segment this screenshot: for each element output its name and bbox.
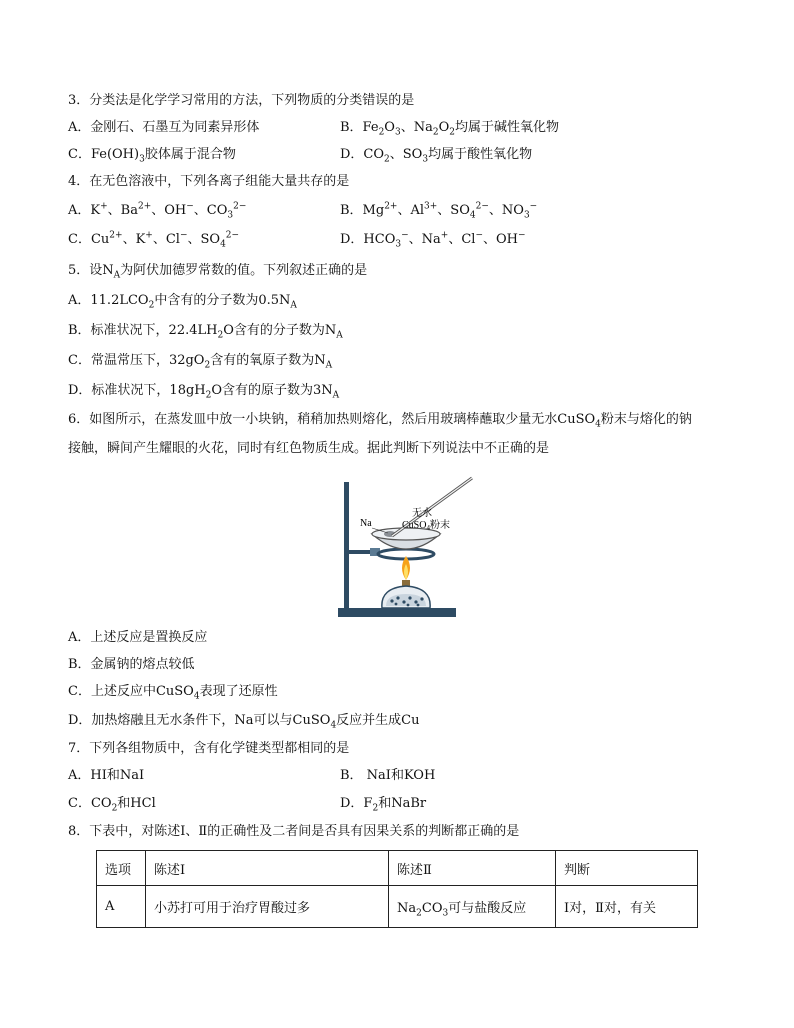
row-statement-2: $Na_2CO_3$可与盐酸反应 — [389, 886, 556, 928]
q5-option-c: C．常温常压下，$32gO_2$含有的氧原子数为$N_A$ — [68, 353, 333, 371]
q7-option-c: C．$CO_2$和HCl — [68, 796, 156, 814]
q6-option-b: B．金属钠的熔点较低 — [68, 657, 195, 672]
header-statement-1: 陈述Ⅰ — [146, 851, 389, 886]
q3-option-b: B．$Fe_2O_3$、$Na_2O_2$均属于碱性氧化物 — [340, 120, 559, 138]
q6-stem-line2: 接触，瞬间产生耀眼的火花，同时有红色物质生成。据此判断下列说法中不正确的是 — [68, 441, 550, 456]
label-anhydrous: 无水 — [412, 508, 432, 519]
header-statement-2: 陈述Ⅱ — [389, 851, 556, 886]
header-judgment: 判断 — [556, 851, 698, 886]
q4-option-a: A．K+、$Ba^{2+}$、OH−、$CO_3^{2-}$ — [68, 201, 247, 221]
header-option: 选项 — [97, 851, 146, 886]
q4-option-c: C．$Cu^{2+}$、K+、Cl−、$SO_4^{2-}$ — [68, 230, 240, 250]
row-option: A — [97, 886, 146, 928]
q7-stem: 7．下列各组物质中，含有化学键类型都相同的是 — [68, 741, 350, 756]
q5-option-d: D．标准状况下，$18gH_2O$含有的原子数为$3N_A$ — [68, 383, 340, 401]
q7-option-a: A．HI和NaI — [68, 768, 145, 783]
q4-stem: 4．在无色溶液中，下列各离子组能大量共存的是 — [68, 174, 350, 189]
stand-base — [338, 608, 456, 617]
q3-option-c: C．$Fe(OH)_3$胶体属于混合物 — [68, 147, 236, 165]
label-cuso4-powder: CuSO$_4$粉末 — [402, 520, 450, 532]
q5-option-a: A．$11.2LCO_2$中含有的分子数为$0.5N_A$ — [68, 293, 297, 311]
q7-option-b: B． NaI和KOH — [340, 768, 436, 783]
q6-stem-line1: 6．如图所示，在蒸发皿中放一小块钠，稍稍加热则熔化，然后用玻璃棒蘸取少量无水CuSO$_4$粉末与熔化的钠 — [68, 412, 692, 430]
q6-apparatus-figure — [330, 476, 480, 622]
q4-option-b: B．$Mg^{2+}$、$Al^{3+}$、$SO_4^{2-}$、$NO_3^-$ — [340, 201, 538, 221]
q7-option-d: D．$F_2$和NaBr — [340, 796, 427, 814]
table-row — [97, 886, 698, 928]
q5-option-b: B．标准状况下，$22.4LH_2O$含有的分子数为$N_A$ — [68, 323, 343, 341]
label-na: Na — [360, 518, 372, 529]
q4-option-d: D．$HCO_3^-$、Na+、Cl−、OH− — [340, 230, 526, 250]
row-statement-1: 小苏打可用于治疗胃酸过多 — [146, 886, 389, 928]
row-judgment: Ⅰ对，Ⅱ对，有关 — [556, 886, 698, 928]
q8-table — [96, 850, 698, 928]
q6-option-d: D．加热熔融且无水条件下，Na可以与CuSO$_4$反应并生成Cu — [68, 713, 420, 731]
q6-option-c: C．上述反应中CuSO$_4$表现了还原性 — [68, 684, 278, 702]
q8-stem: 8．下表中，对陈述Ⅰ、Ⅱ的正确性及二者间是否具有因果关系的判断都正确的是 — [68, 824, 520, 839]
q3-option-d: D．$CO_2$、$SO_3$均属于酸性氧化物 — [340, 147, 533, 165]
q3-option-a: A．金刚石、石墨互为同素异形体 — [68, 120, 260, 135]
q5-stem: 5．设$N_A$为阿伏加德罗常数的值。下列叙述正确的是 — [68, 263, 368, 281]
q6-option-a: A．上述反应是置换反应 — [68, 630, 208, 645]
table-header-row — [97, 851, 698, 886]
stand-rod — [344, 482, 349, 610]
q3-stem: 3．分类法是化学学习常用的方法，下列物质的分类错误的是 — [68, 93, 415, 108]
